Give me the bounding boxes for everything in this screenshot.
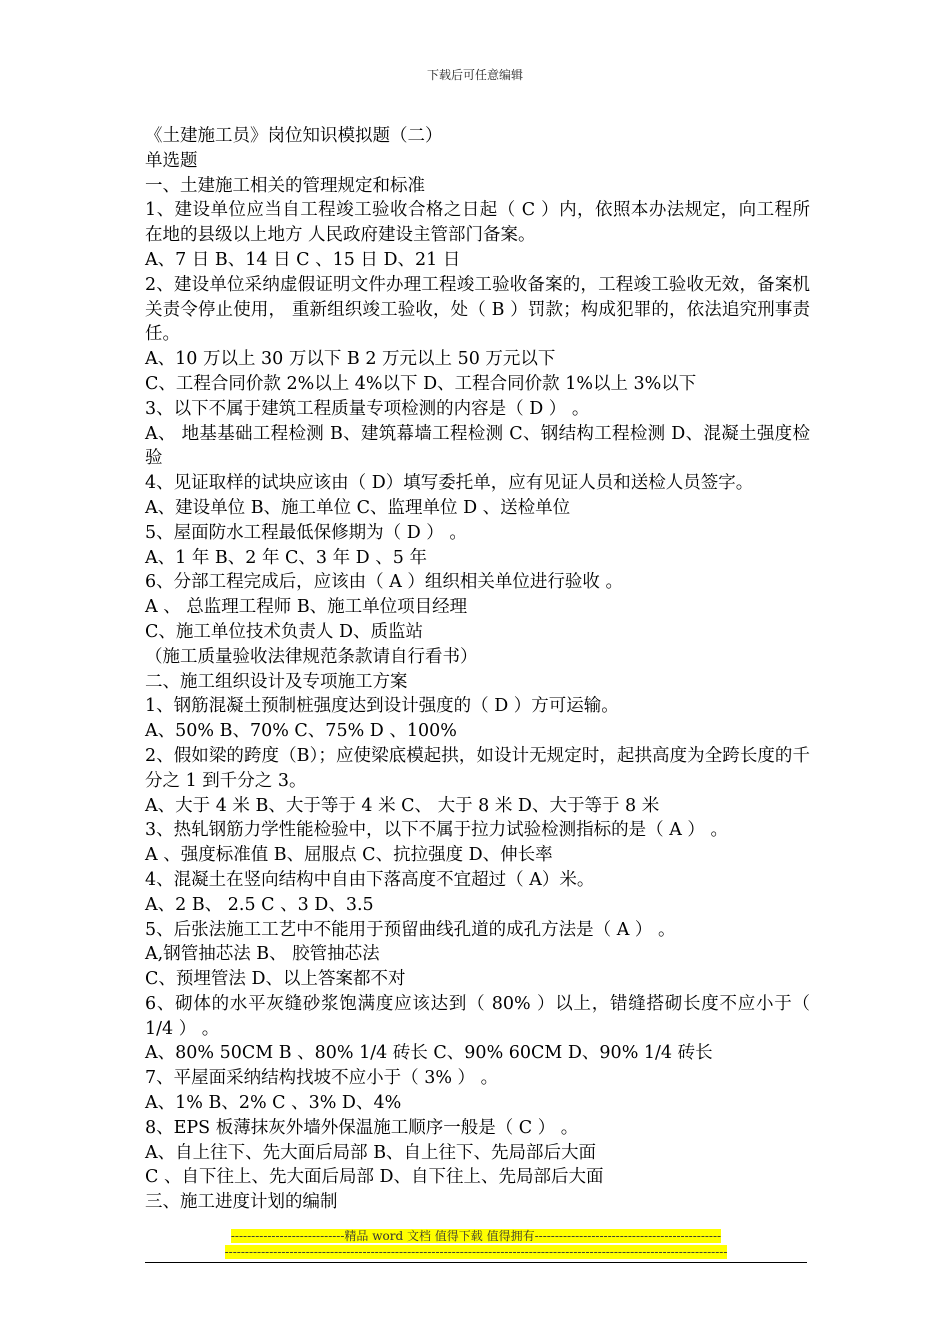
document-title: 《土建施工员》岗位知识模拟题（二） xyxy=(145,126,443,146)
question-text: 2、假如梁的跨度（B）；应使梁底模起拱，如设计无规定时，起拱高度为全跨长度的千分之 1 到千分之 3。 xyxy=(145,745,810,791)
answer-options: C 、自下往上、先大面后局部 D、自下往上、先局部后大面 xyxy=(145,1167,604,1188)
answer-options: A、1% B、2% C 、3% D、4% xyxy=(145,1093,402,1114)
answer-options: A、80% 50CM B 、80% 1/4 砖长 C、90% 60CM D、90% 1/4 砖长 xyxy=(145,1043,713,1064)
question-text: 7、平屋面采纳结构找坡不应小于（ 3% ） 。 xyxy=(145,1068,499,1089)
question-text: 1、钢筋混凝土预制桩强度达到设计强度的（ D ）方可运输。 xyxy=(145,696,619,717)
answer-options: A、1 年 B、2 年 C、3 年 D 、5 年 xyxy=(145,547,427,568)
footer-dash-line: ---------------------------------------------------------------------------------------------------------------------------- xyxy=(224,1245,728,1259)
note-text: （施工质量验收法律规范条款请自行看书） xyxy=(145,646,478,667)
answer-options: A、大于 4 米 B、大于等于 4 米 C、 大于 8 米 D、大于等于 8 米 xyxy=(145,795,660,816)
question-text: 4、见证取样的试块应该由（ D）填写委托单，应有见证人员和送检人员签字。 xyxy=(145,473,754,494)
footer-rule xyxy=(145,1262,807,1263)
answer-options: A、 地基基础工程检测 B、建筑幕墙工程检测 C、钢结构工程检测 D、混凝土强度检验 xyxy=(145,423,810,469)
question-text: 8、EPS 板薄抹灰外墙外保温施工顺序一般是（ C ） 。 xyxy=(145,1117,579,1138)
answer-options: A,钢管抽芯法 B、 胶管抽芯法 xyxy=(145,944,380,965)
question-text: 2、建设单位采纳虚假证明文件办理工程竣工验收备案的，工程竣工验收无效，备案机关责令停止使用， 重新组织竣工验收，处（ B ）罚款；构成犯罪的，依法追究刑事责任。 xyxy=(145,274,810,345)
question-text: 5、后张法施工工艺中不能用于预留曲线孔道的成孔方法是（ A ） 。 xyxy=(145,919,676,940)
question-text: 1、建设单位应当自工程竣工验收合格之日起（ C ）内，依照本办法规定，向工程所在地的县级以上地方 人民政府建设主管部门备案。 xyxy=(145,200,810,246)
footer-banner: ----------------------------精品 word 文档 值得下载 值得拥有---------------------------------------------- xyxy=(230,1229,722,1243)
question-text: 6、砌体的水平灰缝砂浆饱满度应该达到（ 80% ）以上，错缝搭砌长度不应小于（ 1/4 ） 。 xyxy=(145,993,810,1039)
page-footer xyxy=(145,1228,807,1260)
answer-options: A、50% B、70% C、75% D 、100% xyxy=(145,721,457,742)
question-text: 4、混凝土在竖向结构中自由下落高度不宜超过（ A）米。 xyxy=(145,869,595,890)
page-header: 下载后可任意编辑 xyxy=(426,68,523,82)
answer-options: A、自上往下、先大面后局部 B、自上往下、先局部后大面 xyxy=(145,1142,597,1163)
answer-options: C、施工单位技术负责人 D、质监站 xyxy=(145,621,423,642)
answer-options: A 、强度标准值 B、屈服点 C、抗拉强度 D、伸长率 xyxy=(145,845,553,866)
question-text: 6、分部工程完成后，应该由（ A ）组织相关单位进行验收 。 xyxy=(145,572,623,593)
question-text: 3、以下不属于建筑工程质量专项检测的内容是（ D ） 。 xyxy=(145,398,590,419)
answer-options: A、2 B、 2.5 C 、3 D、3.5 xyxy=(145,894,374,915)
question-text: 5、屋面防水工程最低保修期为（ D ） 。 xyxy=(145,522,467,543)
question-text: 3、热轧钢筋力学性能检验中，以下不属于拉力试验检测指标的是（ A ） 。 xyxy=(145,820,728,841)
answer-options: C、预埋管法 D、以上答案都不对 xyxy=(145,969,406,990)
answer-options: A、建设单位 B、施工单位 C、监理单位 D 、送检单位 xyxy=(145,497,571,518)
section-heading-2: 二、施工组织设计及专项施工方案 xyxy=(145,671,408,692)
document-body xyxy=(145,124,810,1215)
answer-options: A、7 日 B、14 日 C 、15 日 D、21 日 xyxy=(145,249,461,270)
section-heading-1: 一、土建施工相关的管理规定和标准 xyxy=(145,175,425,196)
answer-options: C、工程合同价款 2%以上 4%以下 D、工程合同价款 1%以上 3%以下 xyxy=(145,373,697,394)
answer-options: A、10 万以上 30 万以下 B 2 万元以上 50 万元以下 xyxy=(145,349,556,370)
section-heading-3: 三、施工进度计划的编制 xyxy=(145,1192,338,1213)
answer-options: A 、 总监理工程师 B、施工单位项目经理 xyxy=(145,597,468,618)
section-type-heading: 单选题 xyxy=(145,150,198,171)
